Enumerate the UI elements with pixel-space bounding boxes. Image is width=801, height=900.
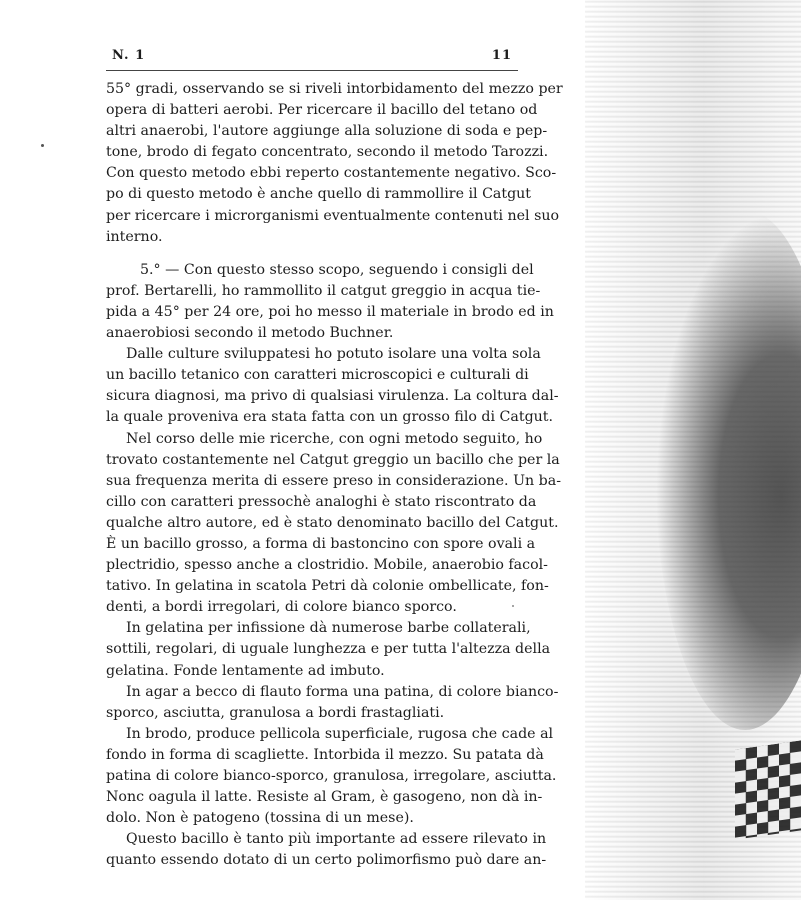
speck (41, 144, 44, 147)
paragraph (106, 429, 562, 619)
text-line: In brodo, produce pellicola superficiale, rugosa che cade al (126, 725, 554, 742)
text-line: quanto essendo dotato di un certo polimorfismo può dare an- (106, 852, 547, 869)
text-line: tativo. In gelatina in scatola Petri dà colonie ombellicate, fon- (106, 578, 549, 595)
paragraph (106, 724, 557, 829)
text-line: Nonc oagula il latte. Resiste al Gram, è gasogeno, non dà in- (106, 789, 543, 806)
text-line: Questo bacillo è tanto più importante ad essere rilevato in (126, 831, 547, 848)
text-line: plectridio, spesso anche a clostridio. Mobile, anaerobio facol- (106, 557, 548, 574)
running-header (106, 44, 518, 71)
paragraph (106, 829, 547, 871)
text-line: patina di colore bianco-sporco, granulosa, irregolare, asciutta. (106, 768, 557, 784)
text-line: In gelatina per infissione dà numerose barbe collaterali, (126, 620, 531, 637)
paragraph (106, 618, 551, 681)
text-line: dolo. Non è patogeno (tossina di un mese). (106, 810, 414, 827)
text-line: interno. (106, 228, 163, 245)
text-line: un bacillo tetanico con caratteri microscopici e culturali di (106, 367, 529, 384)
paragraph (106, 79, 563, 248)
text-line: sicura diagnosi, ma privo di qualsiasi virulenza. La coltura dal- (106, 388, 559, 405)
body-text (106, 79, 563, 871)
text-line: sottili, regolari, di uguale lunghezza e per tutta l'altezza della (106, 641, 551, 658)
text-line: la quale proveniva era stata fatta con un grosso filo di Catgut. (106, 409, 554, 426)
text-line: fondo in forma di scagliette. Intorbida il mezzo. Su patata dà (106, 746, 544, 763)
text-line: per ricercare i microrganismi eventualmente contenuti nel suo (106, 207, 560, 224)
paragraph (106, 344, 559, 428)
text-line: tone, brodo di fegato concentrato, secondo il metodo Tarozzi. (106, 144, 549, 161)
paragraph (106, 682, 559, 724)
text-line: denti, a bordi irregolari, di colore bianco sporco. (106, 599, 457, 616)
text-line: prof. Bertarelli, ho rammollito il catgut greggio in acqua tie- (106, 282, 541, 299)
text-line: po di questo metodo è anche quello di rammollire il Catgut (106, 186, 532, 203)
text-line: pida a 45° per 24 ore, poi ho messo il materiale in brodo ed in (106, 303, 554, 320)
page-number: 11 (491, 48, 512, 63)
paragraph (106, 260, 554, 344)
text-line: trovato costantemente nel Catgut greggio un bacillo che per la (106, 451, 560, 468)
text-line: altri anaerobi, l'autore aggiunge alla soluzione di soda e pep- (106, 123, 548, 140)
text-line: anaerobiosi secondo il metodo Buchner. (106, 325, 394, 342)
text-line: sporco, asciutta, granulosa a bordi frastagliati. (106, 704, 445, 721)
text-line: 5.° — Con questo stesso scopo, seguendo i consigli del (140, 261, 534, 278)
text-line: sua frequenza merita di essere preso in considerazione. Un ba- (106, 472, 562, 489)
text-line: gelatina. Fonde lentamente ad imbuto. (106, 662, 385, 679)
text-line: È un bacillo grosso, a forma di bastoncino con spore ovali a (106, 535, 536, 552)
scan-color-target (735, 740, 801, 839)
text-line: cillo con caratteri pressochè analoghi è stato riscontrato da (106, 493, 537, 510)
text-line: qualche altro autore, ed è stato denominato bacillo del Catgut. (106, 514, 559, 531)
text-line: opera di batteri aerobi. Per ricercare il bacillo del tetano od (106, 102, 538, 119)
text-line: 55° gradi, osservando se si riveli intorbidamento del mezzo per (106, 81, 563, 97)
text-line: Con questo metodo ebbi reperto costantemente negativo. Sco- (106, 165, 557, 182)
issue-number: N. 1 (112, 48, 146, 63)
text-line: Nel corso delle mie ricerche, con ogni metodo seguito, ho (126, 430, 543, 447)
text-line: In agar a becco di flauto forma una patina, di colore bianco- (126, 683, 559, 700)
text-line: Dalle culture sviluppatesi ho potuto isolare una volta sola (126, 346, 541, 363)
